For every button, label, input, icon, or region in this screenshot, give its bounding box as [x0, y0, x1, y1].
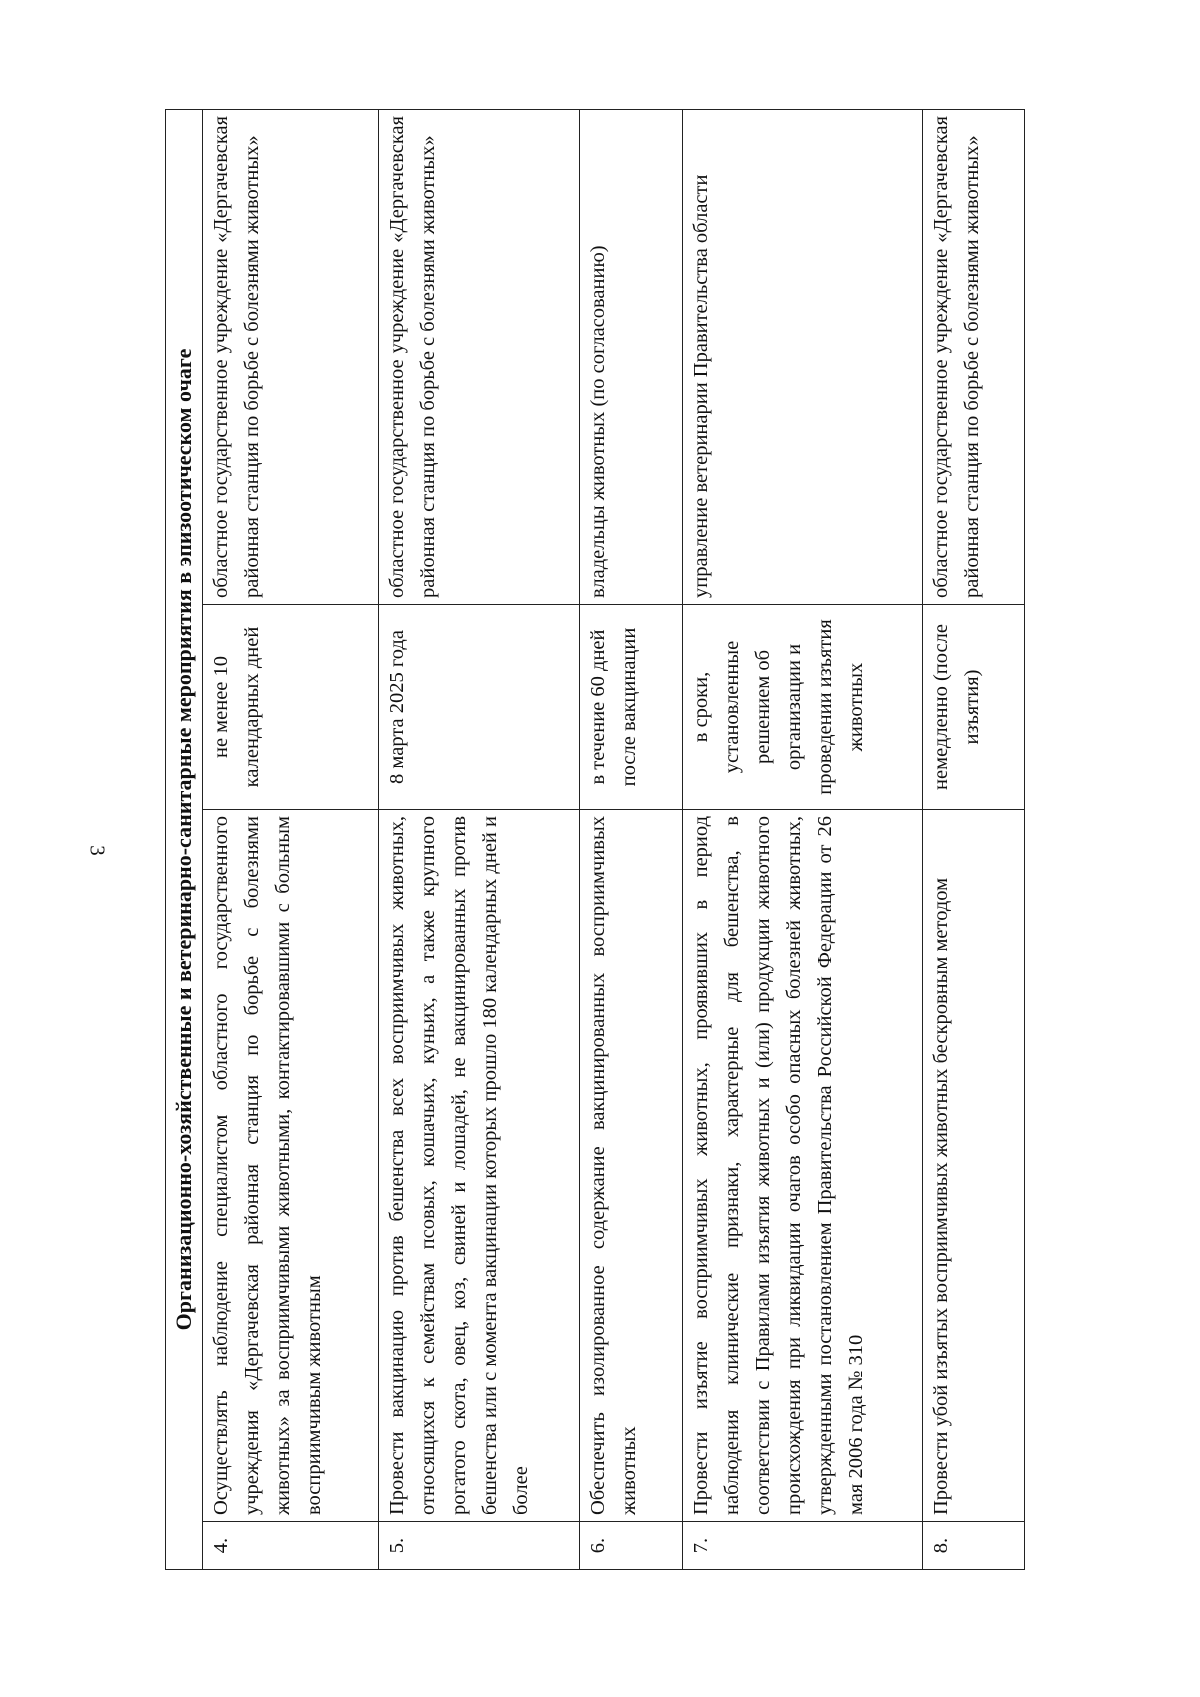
- action-cell: Провести убой изъятых восприимчивых животных бескровным методом: [923, 810, 1025, 1522]
- action-cell: Провести вакцинацию против бешенства всех восприимчивых животных, относящихся к семействам псовых, кошачьих, куньих, а также крупного рогатого скота, овец, коз, свиней и лошадей, не вакцинированных против бешенства или с момента вакцинации которых прошло 180 календарных дней и более: [379, 810, 579, 1522]
- executor-cell: областное государственное учреждение «Дергачевская районная станция по борьбе с болезнями животных»: [923, 109, 1025, 604]
- section-header: Организационно-хозяйственные и ветеринарно-санитарные мероприятия в эпизоотическом очаге: [166, 109, 203, 1569]
- table-row: [203, 109, 379, 1569]
- row-number: 5.: [379, 1522, 579, 1570]
- action-cell: Провести изъятие восприимчивых животных, проявивших в период наблюдения клинические признаки, характерные для бешенства, в соответствии с Правилами изъятия животных и (или) продукции животного происхождения при ликвидации очагов особо опасных болезней животных, утвержденными постановлением Правительства Российской Федерации от 26 мая 2006 года № 310: [683, 810, 923, 1522]
- page-number: 3: [85, 845, 110, 856]
- executor-cell: управление ветеринарии Правительства области: [683, 109, 923, 604]
- table-row: [379, 109, 579, 1569]
- term-cell: не менее 10 календарных дней: [203, 605, 379, 810]
- executor-cell: областное государственное учреждение «Дергачевская районная станция по борьбе с болезнями животных»: [203, 109, 379, 604]
- row-number: 4.: [203, 1522, 379, 1570]
- rotated-table-container: [165, 110, 1025, 1570]
- executor-cell: областное государственное учреждение «Дергачевская районная станция по борьбе с болезнями животных»: [379, 109, 579, 604]
- term-cell: в течение 60 дней после вакцинации: [579, 605, 683, 810]
- table-row: [683, 109, 923, 1569]
- term-cell: 8 марта 2025 года: [379, 605, 579, 810]
- term-cell: немедленно (после изъятия): [923, 605, 1025, 810]
- term-cell: в сроки, установленные решением об организации и проведении изъятия животных: [683, 605, 923, 810]
- section-header-row: [166, 109, 203, 1569]
- action-cell: Осуществлять наблюдение специалистом областного государственного учреждения «Дергачевская районная станция по борьбе с болезнями животных» за восприимчивыми животными, контактировавшими с больным восприимчивым животным: [203, 810, 379, 1522]
- row-number: 6.: [579, 1522, 683, 1570]
- table-row: [579, 109, 683, 1569]
- table-row: [923, 109, 1025, 1569]
- row-number: 8.: [923, 1522, 1025, 1570]
- row-number: 7.: [683, 1522, 923, 1570]
- measures-table: [165, 109, 1025, 1570]
- executor-cell: владельцы животных (по согласованию): [579, 109, 683, 604]
- action-cell: Обеспечить изолированное содержание вакцинированных восприимчивых животных: [579, 810, 683, 1522]
